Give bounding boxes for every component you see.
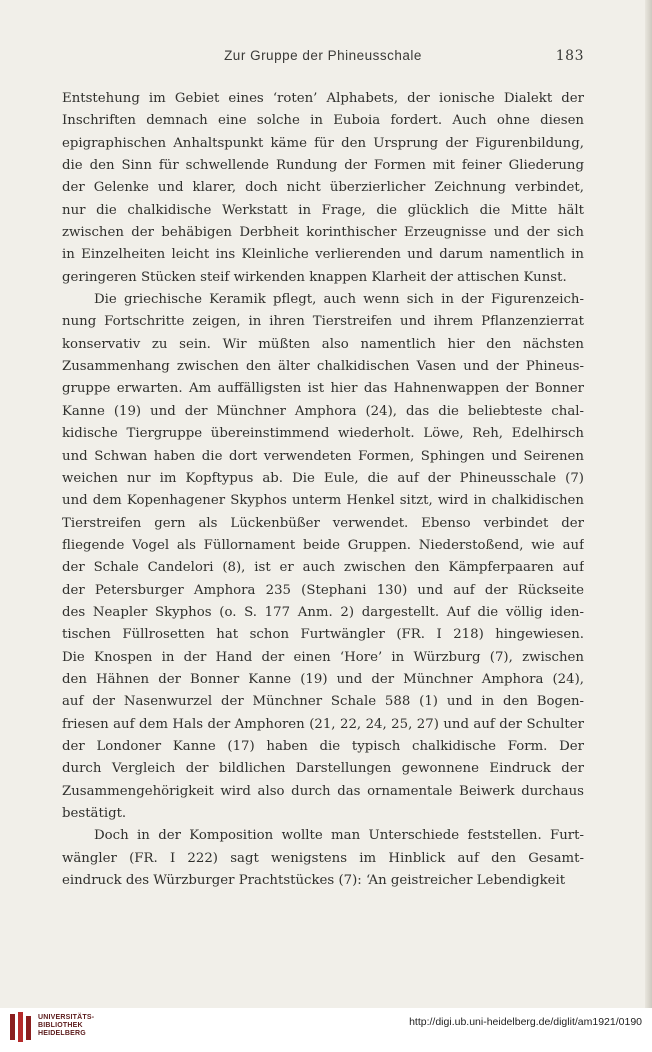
page-number: 183: [555, 48, 584, 64]
text-line: nur die chalkidische Werkstatt in Frage, die glücklich die Mitte hält: [62, 202, 584, 218]
text-line: zwischen der behäbigen Derbheit korinthischer Erzeugnisse und der sich: [62, 225, 584, 241]
text-line: Doch in der Komposition wollte man Unterschiede feststellen. Furt-: [94, 828, 584, 844]
text-line: auf der Nasenwurzel der Münchner Schale 588 (1) und in den Bogen-: [62, 694, 584, 710]
text-line: kidische Tiergruppe übereinstimmend wiederholt. Löwe, Reh, Edelhirsch: [62, 426, 584, 442]
text-line: der Gelenke und klarer, doch nicht überzierlicher Zeichnung verbindet,: [62, 180, 584, 196]
text-line: fliegende Vogel als Füllornament beide Gruppen. Niederstoßend, wie auf: [62, 537, 584, 553]
text-line: Kanne (19) und der Münchner Amphora (24), das die beliebteste chal-: [62, 403, 584, 419]
footer-bar: [0, 1008, 652, 1052]
text-line: in Einzelheiten leicht ins Kleinliche verlierenden und darum namentlich in: [62, 247, 584, 263]
paragraph: [62, 88, 584, 289]
text-line: Inschriften demnach eine solche in Euboia fordert. Auch ohne diesen: [62, 113, 584, 129]
paragraph: [62, 825, 584, 892]
text-line: der Londoner Kanne (17) haben die typisch chalkidische Form. Der: [62, 738, 584, 754]
text-line: geringeren Stücken steif wirkenden knappen Klarheit der attischen Kunst.: [62, 269, 567, 285]
text-line: konservativ zu sein. Wir müßten also namentlich hier den nächsten: [62, 336, 584, 352]
text-line: durch Vergleich der bildlichen Darstellungen gewonnene Eindruck der: [62, 761, 584, 777]
text-line: epigraphischen Anhaltspunkt käme für den Ursprung der Figurenbildung,: [62, 135, 584, 151]
text-line: des Neapler Skyphos (o. S. 177 Anm. 2) dargestellt. Auf die völlig iden-: [62, 604, 584, 620]
text-line: wängler (FR. I 222) sagt wenigstens im Hinblick auf den Gesamt-: [62, 850, 584, 866]
source-url-link[interactable]: http://digi.ub.uni-heidelberg.de/diglit/am1921/0190: [409, 1016, 642, 1028]
text-line: Entstehung im Gebiet eines ‘roten’ Alphabets, der ionische Dialekt der: [62, 91, 584, 106]
logo-line: UNIVERSITÄTS-: [38, 1014, 95, 1021]
logo-line: BIBLIOTHEK: [38, 1022, 83, 1029]
text-line: bestätigt.: [62, 806, 127, 821]
text-line: Zusammenhang zwischen den älter chalkidischen Vasen und der Phineus-: [62, 359, 584, 375]
body-text: [62, 88, 584, 892]
library-logo-icon: [8, 1010, 34, 1044]
library-logo-text: [38, 1014, 94, 1038]
text-line: eindruck des Würzburger Prachtstückes (7): ‘An geistreicher Lebendigkeit: [62, 873, 566, 889]
text-line: der Schale Candelori (8), ist er auch zwischen den Kämpferpaaren auf: [62, 560, 584, 576]
text-line: Die Knospen in der Hand der einen ‘Hore’ in Würzburg (7), zwischen: [62, 649, 584, 665]
paragraph: [62, 289, 584, 825]
text-line: tischen Füllrosetten hat schon Furtwängler (FR. I 218) hingewiesen.: [62, 627, 584, 643]
text-line: der Petersburger Amphora 235 (Stephani 130) und auf der Rückseite: [62, 582, 584, 598]
running-title: Zur Gruppe der Phineusschale: [224, 48, 422, 63]
text-line: Die griechische Keramik pflegt, auch wenn sich in der Figurenzeich-: [94, 292, 584, 308]
text-line: weichen nur im Kopftypus ab. Die Eule, die auf der Phineusschale (7): [62, 470, 584, 486]
logo-line: HEIDELBERG: [38, 1030, 86, 1037]
text-line: Tierstreifen gern als Lückenbüßer verwendet. Ebenso verbindet der: [62, 515, 584, 531]
text-line: den Hähnen der Bonner Kanne (19) und der Münchner Amphora (24),: [62, 671, 584, 687]
running-head: [62, 46, 584, 70]
text-line: friesen auf dem Hals der Amphoren (21, 22, 24, 25, 27) und auf der Schulter: [62, 716, 584, 732]
text-line: Zusammengehörigkeit wird also durch das ornamentale Beiwerk durchaus: [62, 783, 584, 799]
text-line: die den Sinn für schwellende Rundung der Formen mit feiner Gliederung: [62, 158, 584, 174]
text-line: und Schwan haben die dort verwendeten Formen, Sphingen und Seirenen: [62, 448, 584, 464]
text-line: nung Fortschritte zeigen, in ihren Tierstreifen und ihrem Pflanzenzierrat: [62, 314, 584, 330]
text-line: gruppe erwarten. Am auffälligsten ist hier das Hahnenwappen der Bonner: [62, 381, 584, 397]
text-line: und dem Kopenhagener Skyphos unterm Henkel sitzt, wird in chalkidischen: [62, 493, 584, 509]
